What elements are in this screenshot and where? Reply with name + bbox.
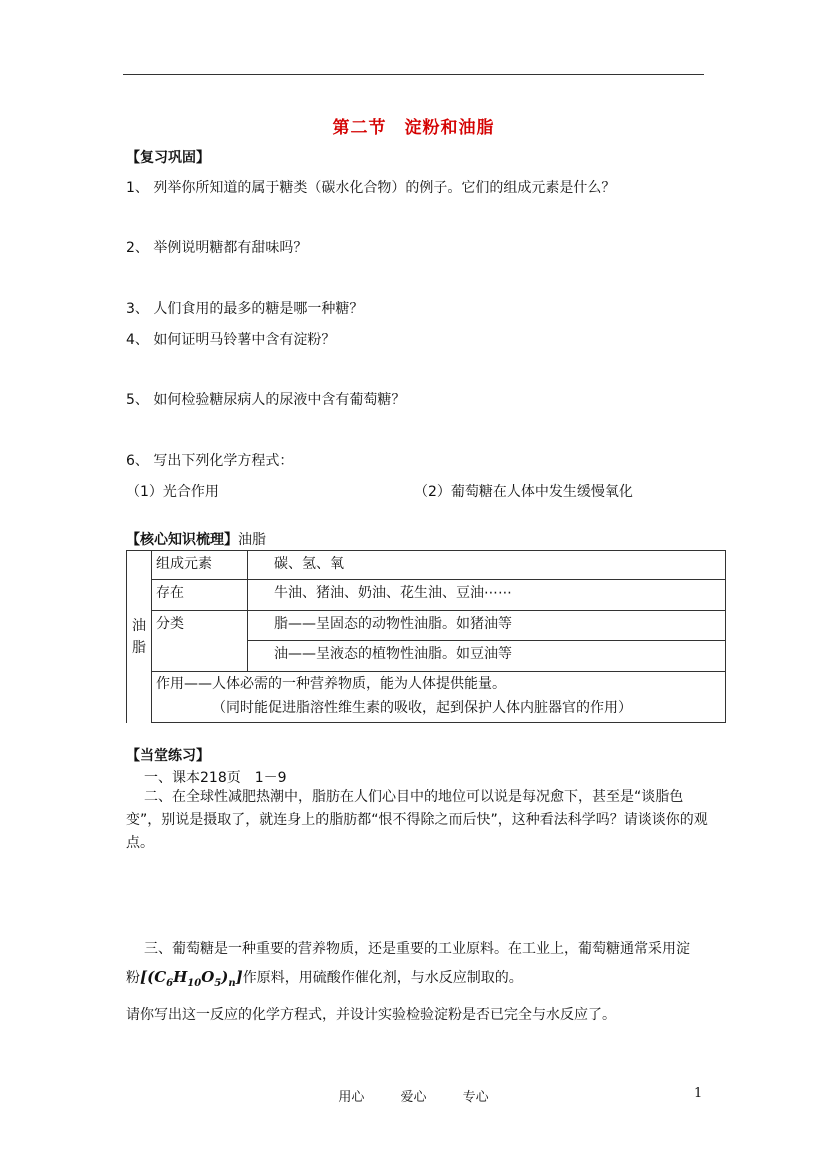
page-title: 第二节 淀粉和油脂 [332, 118, 495, 138]
core-heading-topic: 油脂 [238, 532, 266, 548]
category-cell [127, 551, 152, 723]
question-5: 5、 如何检验糖尿病人的尿液中含有葡萄糖？ [126, 392, 406, 408]
page-number: 1 [694, 1086, 703, 1101]
row-value: 碳、氢、氧 [248, 551, 726, 580]
practice-item-3-line-2 [126, 967, 523, 989]
practice-heading: 【当堂练习】 [126, 748, 210, 764]
practice-item-3-line-3: 请你写出这一反应的化学方程式，并设计实验检验淀粉是否已完全与水反应了。 [126, 1007, 616, 1023]
question-1: 1、 列举你所知道的属于糖类（碳水化合物）的例子。它们的组成元素是什么？ [126, 180, 616, 196]
footer [0, 1086, 827, 1105]
question-4: 4、 如何证明马铃薯中含有淀粉？ [126, 332, 336, 348]
practice-item-2: 二、在全球性减肥热潮中，脂肪在人们心目中的地位可以说是每况愈下，甚至是“谈脂色变”，别说是摄取了，就连身上的脂肪都“恨不得除之而后快”，这种看法科学吗？请谈谈你的观点。 [126, 789, 708, 851]
table-row [127, 611, 726, 641]
table-row [127, 580, 726, 611]
question-2: 2、 举例说明糖都有甜味吗？ [126, 240, 308, 256]
row-value: 脂——呈固态的动物性油脂。如猪油等 [248, 611, 726, 641]
practice-item-3-line-1: 三、葡萄糖是一种重要的营养物质，还是重要的工业原料。在工业上，葡萄糖通常采用淀 [144, 941, 690, 957]
question-3: 3、 人们食用的最多的糖是哪一种糖？ [126, 301, 364, 317]
row-value: 油——呈液态的植物性油脂。如豆油等 [248, 641, 726, 672]
function-cell [152, 672, 726, 723]
core-heading-line [126, 529, 266, 549]
category-label: 油脂 [132, 617, 146, 656]
table-row [127, 551, 726, 580]
function-line-2: （同时能促进脂溶性维生素的吸收，起到保护人体内脏器官的作用） [212, 700, 632, 716]
review-heading: 【复习巩固】 [126, 150, 210, 166]
row-label: 组成元素 [152, 551, 248, 580]
question-6: 6、 写出下列化学方程式： [126, 453, 294, 469]
row-value: 牛油、猪油、奶油、花生油、豆油⋯⋯ [248, 580, 726, 611]
footer-item: 专心 [462, 1090, 489, 1105]
row-label: 分类 [152, 611, 248, 672]
footer-item: 用心 [338, 1090, 365, 1105]
row-label: 存在 [152, 580, 248, 611]
question-6-sub-1: （1）光合作用 [126, 484, 219, 500]
question-6-sub-2: （2）葡萄糖在人体中发生缓慢氧化 [414, 484, 633, 500]
table-row [127, 672, 726, 723]
knowledge-table [126, 550, 726, 723]
item-3-suffix: 作原料，用硫酸作催化剂，与水反应制取的。 [242, 970, 523, 986]
starch-formula: $[(C_6H_{10}O_5)_n]$ [140, 968, 243, 989]
function-line-1: 作用——人体必需的一种营养物质，能为人体提供能量。 [156, 676, 506, 692]
footer-item: 爱心 [400, 1090, 427, 1105]
core-heading: 【核心知识梳理】 [126, 532, 238, 548]
practice-item-1: 一、课本218页 1－9 [144, 770, 287, 786]
item-3-prefix: 粉 [126, 970, 140, 986]
header-rule [123, 74, 704, 75]
